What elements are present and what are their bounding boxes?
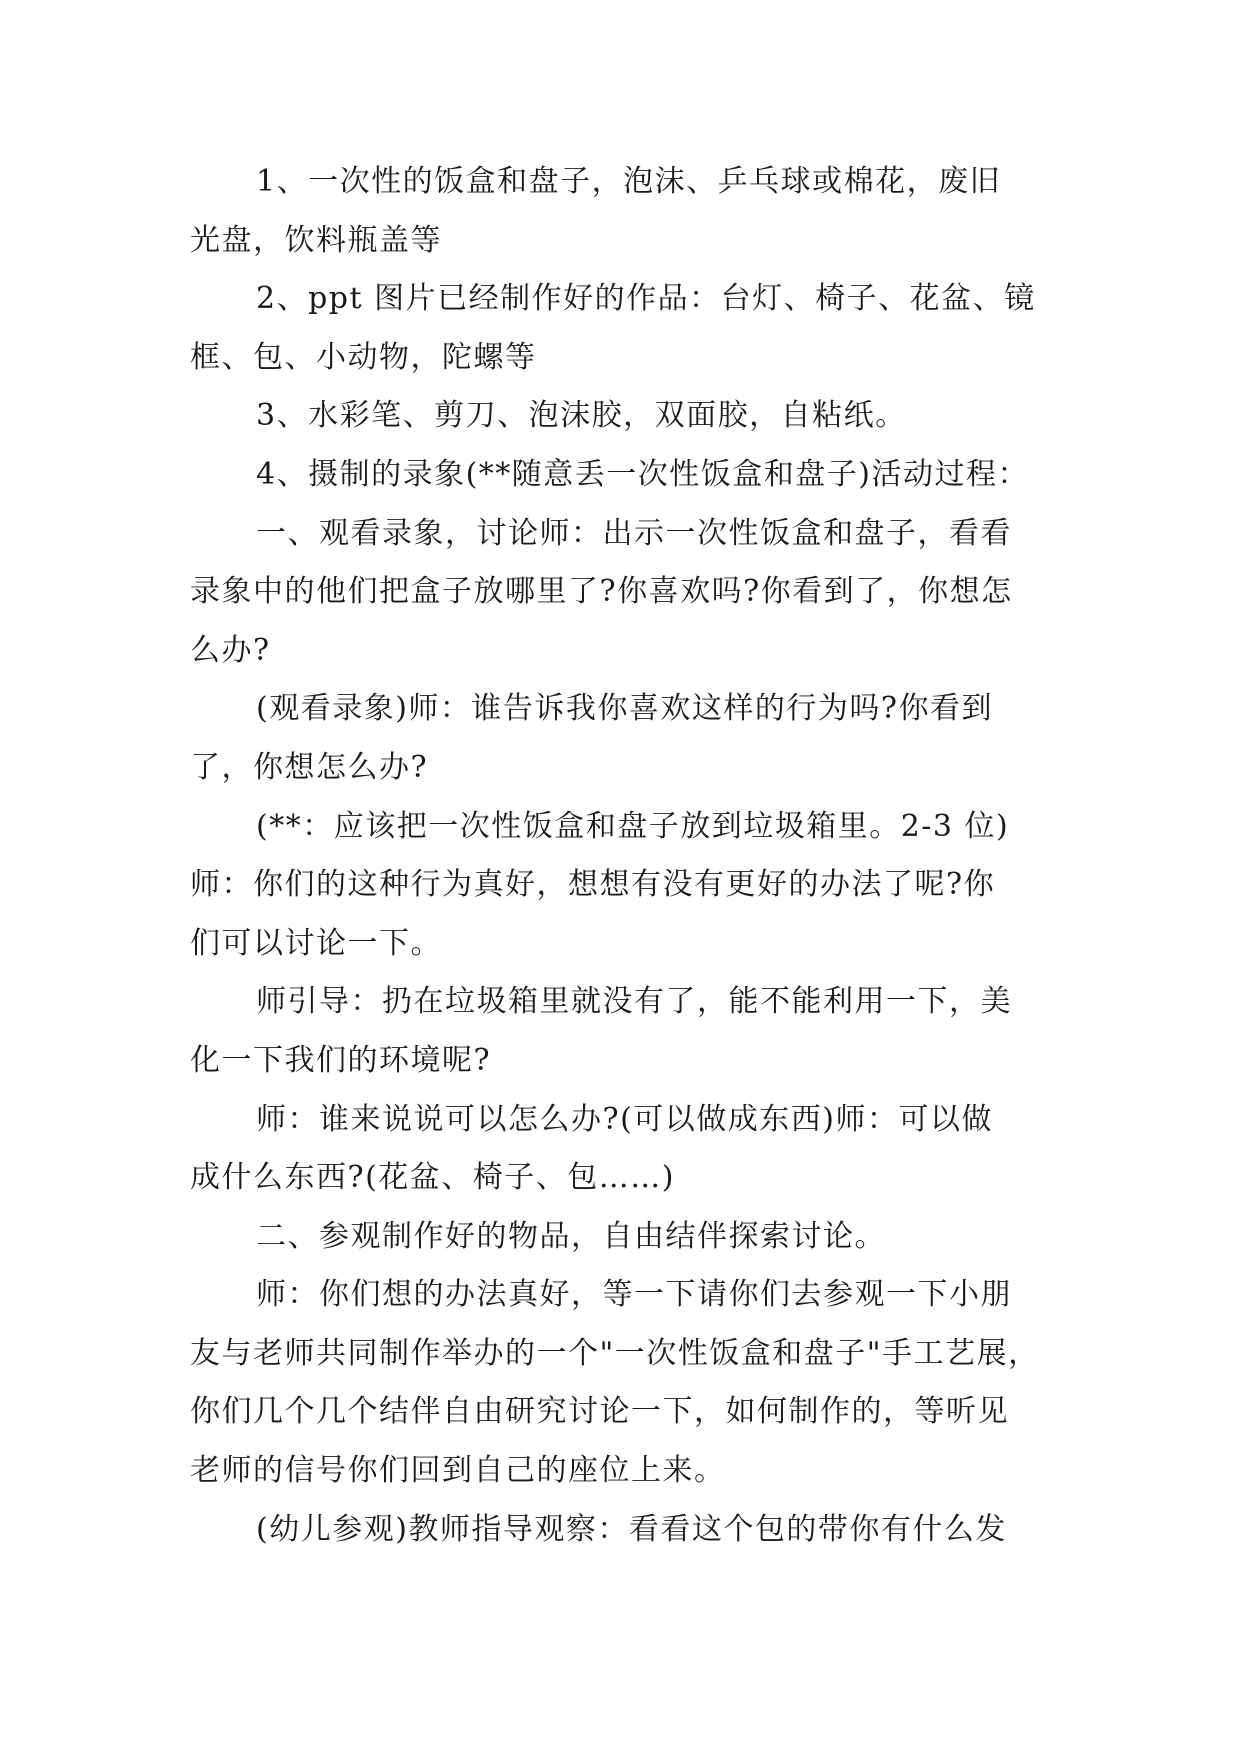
paragraph-line: 友与老师共同制作举办的一个"一次性饭盒和盘子"手工艺展， bbox=[190, 1335, 1040, 1371]
paragraph-line: 师：你们想的办法真好，等一下请你们去参观一下小朋 bbox=[256, 1277, 1012, 1313]
paragraph-line: 师：谁来说说可以怎么办?(可以做成东西)师：可以做 bbox=[256, 1101, 993, 1137]
paragraph-line: 框、包、小动物，陀螺等 bbox=[190, 339, 537, 375]
paragraph-line: 3、水彩笔、剪刀、泡沫胶，双面胶，自粘纸。 bbox=[256, 398, 907, 434]
paragraph-line: (幼儿参观)教师指导观察：看看这个包的带你有什么发 bbox=[256, 1511, 1007, 1547]
paragraph-line: 了，你想怎么办? bbox=[190, 749, 429, 785]
paragraph-line: 么办? bbox=[190, 632, 271, 668]
paragraph-line: 成什么东西?(花盆、椅子、包……) bbox=[190, 1160, 675, 1196]
paragraph-line: (观看录象)师：谁告诉我你喜欢这样的行为吗?你看到 bbox=[256, 691, 993, 727]
paragraph-line: 4、摄制的录象(**随意丢一次性饭盒和盘子)活动过程： bbox=[256, 456, 1029, 492]
paragraph-line: 光盘，饮料瓶盖等 bbox=[190, 222, 442, 258]
paragraph-line: 们可以讨论一下。 bbox=[190, 925, 442, 961]
paragraph-line: 师：你们的这种行为真好，想想有没有更好的办法了呢?你 bbox=[190, 867, 996, 903]
paragraph-line: 一、观看录象，讨论师：出示一次性饭盒和盘子，看看 bbox=[256, 515, 1012, 551]
paragraph-line: 老师的信号你们回到自己的座位上来。 bbox=[190, 1453, 726, 1489]
paragraph-line: 师引导：扔在垃圾箱里就没有了，能不能利用一下，美 bbox=[256, 984, 1012, 1020]
document-body bbox=[190, 153, 1052, 1559]
paragraph-line: 你们几个几个结伴自由研究讨论一下，如何制作的，等听见 bbox=[190, 1394, 1009, 1430]
paragraph-line: 二、参观制作好的物品，自由结伴探索讨论。 bbox=[256, 1218, 886, 1254]
paragraph-line: 录象中的他们把盒子放哪里了?你喜欢吗?你看到了，你想怎 bbox=[190, 574, 1013, 610]
paragraph-line: 化一下我们的环境呢? bbox=[190, 1042, 492, 1078]
paragraph-line: 2、ppt 图片已经制作好的作品：台灯、椅子、花盆、镜 bbox=[256, 281, 1036, 317]
paragraph-line: 1、一次性的饭盒和盘子，泡沫、乒乓球或棉花，废旧 bbox=[256, 164, 1002, 199]
paragraph-line: (**：应该把一次性饭盒和盘子放到垃圾箱里。2-3 位) bbox=[256, 808, 1010, 844]
